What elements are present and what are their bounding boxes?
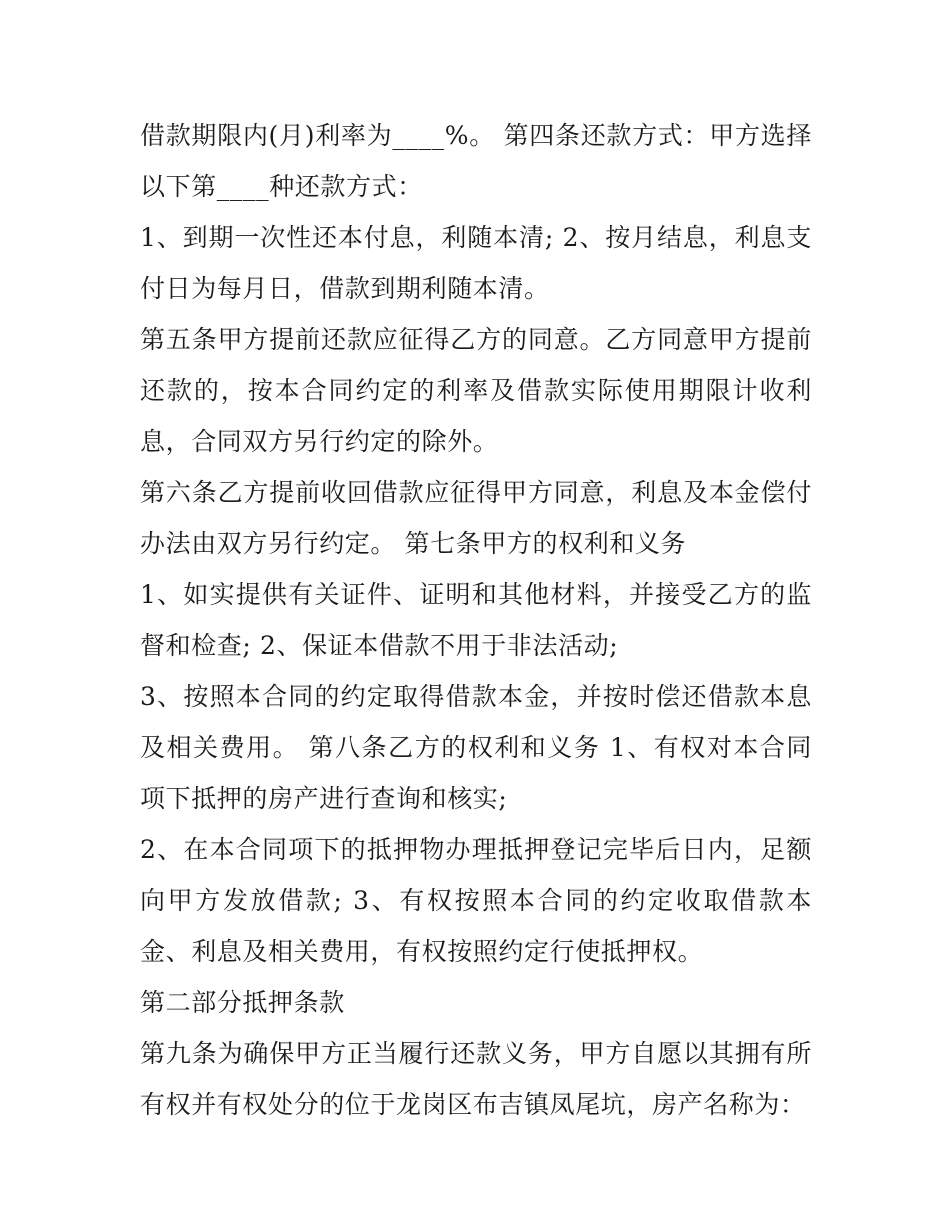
paragraph-repayment-options: 1、到期一次性还本付息，利随本清; 2、按月结息，利息支付日为每月日，借款到期利随本清。 (140, 223, 812, 303)
paragraph-article-6-7: 第六条乙方提前收回借款应征得甲方同意，利息及本金偿付办法由双方另行约定。 第七条甲方的权利和义务 (140, 478, 812, 558)
paragraph-party-a-duty-3-article-8: 3、按照本合同的约定取得借款本金，并按时偿还借款本息及相关费用。 第八条乙方的权利和义务 1、有权对本合同项下抵押的房产进行查询和核实; (140, 682, 812, 813)
paragraph-party-a-duties-1-2: 1、如实提供有关证件、证明和其他材料，并接受乙方的监督和检查; 2、保证本借款不用于非法活动; (140, 580, 812, 660)
paragraph-party-b-duties-2-3: 2、在本合同项下的抵押物办理抵押登记完毕后日内，足额向甲方发放借款; 3、有权按照本合同的约定收取借款本金、利息及相关费用，有权按照约定行使抵押权。 (140, 835, 812, 966)
paragraph-article-5: 第五条甲方提前还款应征得乙方的同意。乙方同意甲方提前还款的，按本合同约定的利率及借款实际使用期限计收利息，合同双方另行约定的除外。 (140, 325, 812, 456)
document-body (140, 110, 812, 1130)
paragraph-interest-rate-repayment-method: 借款期限内(月)利率为____%。 第四条还款方式：甲方选择以下第____种还款方式： (140, 121, 812, 201)
section-heading-part-2: 第二部分抵押条款 (140, 988, 345, 1017)
paragraph-article-9: 第九条为确保甲方正当履行还款义务，甲方自愿以其拥有所有权并有权处分的位于龙岗区布吉镇凤尾坑，房产名称为： (140, 1039, 812, 1119)
